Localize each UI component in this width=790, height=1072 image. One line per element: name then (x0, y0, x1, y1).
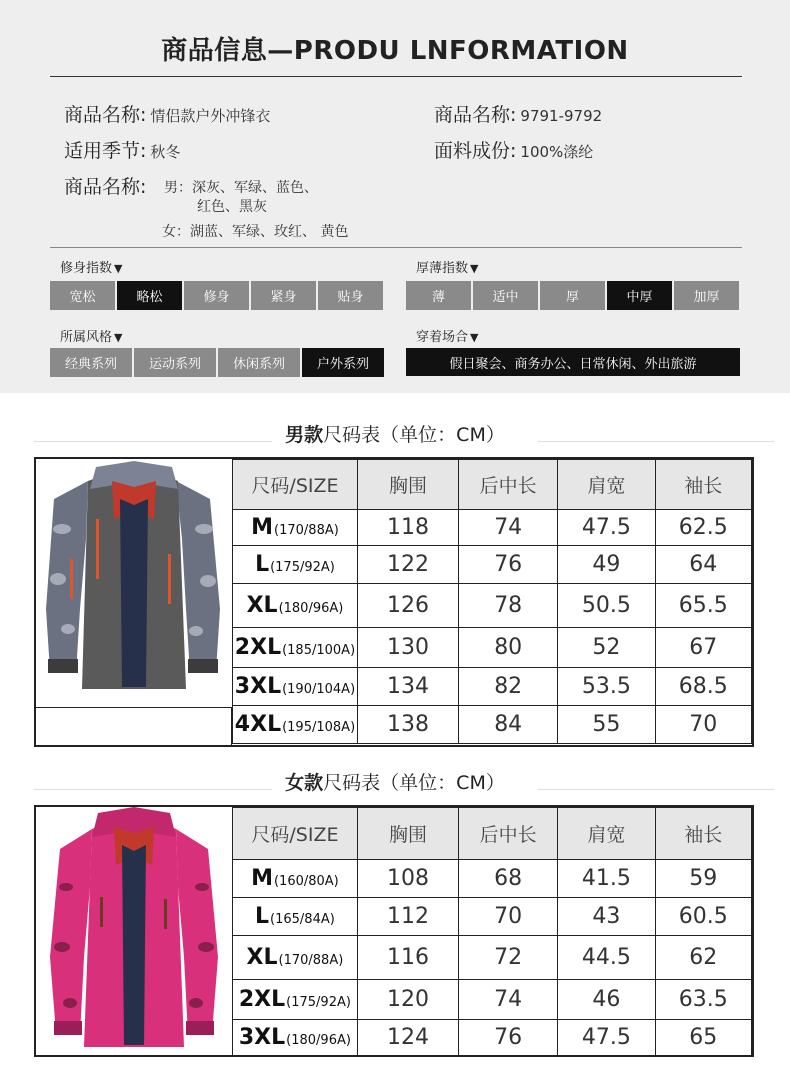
back-length-cell: 72 (459, 936, 558, 980)
back-length-cell: 84 (459, 706, 558, 744)
sleeve-cell: 64 (655, 546, 751, 584)
chest-cell: 120 (357, 980, 458, 1020)
style-options (50, 348, 386, 377)
size-spec: (180/96A) (286, 1033, 351, 1048)
sleeve-cell: 60.5 (655, 898, 751, 936)
chest-cell: 122 (357, 546, 458, 584)
title-divider (50, 76, 742, 77)
fit-index-label: 修身指数 (60, 261, 113, 276)
header-back-length: 后中长 (459, 808, 558, 860)
fabric-label: 面料成份: (434, 140, 517, 162)
size-cell (233, 980, 358, 1020)
chest-cell: 118 (357, 510, 458, 546)
header-shoulder: 肩宽 (558, 808, 655, 860)
product-info-panel (0, 0, 790, 393)
shoulder-cell: 53.5 (558, 668, 655, 706)
chest-cell: 138 (357, 706, 458, 744)
sleeve-cell: 67 (655, 628, 751, 668)
thickness-option-medium[interactable]: 适中 (473, 281, 538, 310)
size-cell (233, 936, 358, 980)
table-row (233, 980, 752, 1020)
men-title-rule-right (538, 441, 774, 442)
women-size-table (232, 807, 752, 1056)
men-colors-line-1: 男：深灰、军绿、蓝色、 (164, 180, 318, 196)
size-name: M (251, 866, 273, 891)
size-spec: (175/92A) (270, 560, 335, 575)
triangle-down-icon: ▼ (470, 262, 479, 275)
chest-cell: 126 (357, 584, 458, 628)
thickness-option-thin[interactable]: 薄 (406, 281, 471, 310)
header-sleeve: 袖长 (655, 460, 751, 510)
size-spec: (170/88A) (274, 523, 339, 538)
header-chest: 胸围 (357, 460, 458, 510)
size-spec: (190/104A) (282, 682, 356, 697)
thickness-options (406, 281, 741, 310)
size-name: 2XL (234, 635, 282, 660)
men-size-table (232, 459, 752, 744)
shoulder-cell: 55 (558, 706, 655, 744)
occasion-heading (416, 326, 478, 345)
size-name: XL (246, 593, 278, 618)
men-title-bold: 男款 (285, 424, 324, 446)
women-size-table-title (0, 768, 790, 795)
sleeve-cell: 68.5 (655, 668, 751, 706)
table-row (233, 546, 752, 584)
style-option-classic[interactable]: 经典系列 (50, 348, 132, 377)
size-cell (233, 546, 358, 584)
women-colors-line: 女：湖蓝、军绿、玫红、 黄色 (162, 224, 349, 240)
thickness-option-medium-thick[interactable]: 中厚 (607, 281, 672, 310)
fit-index-heading (60, 257, 122, 276)
back-length-cell: 68 (459, 860, 558, 898)
size-spec: (185/100A) (282, 643, 356, 658)
header-size: 尺码/SIZE (233, 808, 358, 860)
shoulder-cell: 44.5 (558, 936, 655, 980)
back-length-cell: 76 (459, 546, 558, 584)
table-row (233, 860, 752, 898)
sleeve-cell: 70 (655, 706, 751, 744)
header-sleeve: 袖长 (655, 808, 751, 860)
header-chest: 胸围 (357, 808, 458, 860)
women-title-rest: 尺码表（单位：CM） (323, 772, 505, 794)
sleeve-cell: 63.5 (655, 980, 751, 1020)
size-spec: (160/80A) (273, 874, 339, 889)
fit-option-fitted[interactable]: 贴身 (318, 281, 383, 310)
men-colors-line-2: 红色、黑灰 (197, 199, 267, 215)
women-title-rule-left (34, 789, 272, 790)
shoulder-cell: 52 (558, 628, 655, 668)
sleeve-cell: 62 (655, 936, 751, 980)
chest-cell: 134 (357, 668, 458, 706)
colors-label: 商品名称: (64, 176, 147, 198)
product-code-field (434, 100, 602, 127)
thickness-index-label: 厚薄指数 (416, 261, 469, 276)
men-jacket-image (36, 459, 232, 707)
size-cell (233, 510, 358, 546)
table-row (233, 706, 752, 744)
size-name: L (255, 904, 270, 929)
size-name: 2XL (238, 987, 286, 1012)
chest-cell: 108 (357, 860, 458, 898)
season-label: 适用季节: (64, 140, 147, 162)
table-row (233, 1020, 752, 1056)
size-spec: (165/84A) (270, 912, 335, 927)
table-row (233, 668, 752, 706)
sleeve-cell: 65 (655, 1020, 751, 1056)
shoulder-cell: 46 (558, 980, 655, 1020)
back-length-cell: 82 (459, 668, 558, 706)
women-header-row (233, 808, 752, 860)
men-title-rest: 尺码表（单位：CM） (323, 424, 505, 446)
thickness-index-heading (416, 257, 478, 276)
men-size-table-title (0, 420, 790, 447)
season-field (64, 136, 180, 163)
shoulder-cell: 43 (558, 898, 655, 936)
fit-option-tight[interactable]: 紧身 (251, 281, 316, 310)
sleeve-cell: 59 (655, 860, 751, 898)
fit-options (50, 281, 385, 310)
back-length-cell: 74 (459, 510, 558, 546)
header-size: 尺码/SIZE (233, 460, 358, 510)
size-name: L (255, 552, 270, 577)
back-length-cell: 80 (459, 628, 558, 668)
table-row (233, 628, 752, 668)
triangle-down-icon: ▼ (114, 262, 123, 275)
thickness-option-thick[interactable]: 厚 (540, 281, 605, 310)
style-option-casual[interactable]: 休闲系列 (218, 348, 300, 377)
back-length-cell: 78 (459, 584, 558, 628)
shoulder-cell: 49 (558, 546, 655, 584)
shoulder-cell: 47.5 (558, 510, 655, 546)
shoulder-cell: 47.5 (558, 1020, 655, 1056)
back-length-cell: 74 (459, 980, 558, 1020)
women-jacket-image (36, 807, 232, 1055)
size-cell (233, 668, 358, 706)
size-cell (233, 584, 358, 628)
occasion-label: 穿着场合 (416, 330, 469, 345)
men-empty-cell (36, 707, 232, 745)
table-row (233, 936, 752, 980)
header-shoulder: 肩宽 (558, 460, 655, 510)
size-name: XL (246, 945, 278, 970)
style-option-outdoor[interactable]: 户外系列 (302, 348, 384, 377)
thickness-option-extra-thick[interactable]: 加厚 (674, 281, 739, 310)
women-jacket-icon (36, 807, 232, 1055)
fit-option-slightly-loose[interactable]: 略松 (117, 281, 182, 310)
product-name-field (64, 100, 270, 127)
page-title: 商品信息—PRODU LNFORMATION (161, 36, 629, 66)
sleeve-cell: 62.5 (655, 510, 751, 546)
size-name: 4XL (234, 712, 282, 737)
size-spec: (195/108A) (282, 720, 356, 735)
triangle-down-icon: ▼ (470, 331, 479, 344)
men-title-rule-left (34, 441, 272, 442)
women-size-table-box (34, 805, 754, 1057)
sleeve-cell: 65.5 (655, 584, 751, 628)
table-row (233, 510, 752, 546)
men-size-table-box (34, 457, 754, 747)
size-cell (233, 706, 358, 744)
occasion-value: 假日聚会、商务办公、日常休闲、外出旅游 (406, 348, 740, 376)
season-value: 秋冬 (150, 143, 181, 161)
chest-cell: 124 (357, 1020, 458, 1056)
triangle-down-icon: ▼ (114, 331, 123, 344)
style-heading (60, 326, 122, 345)
fabric-field (434, 136, 593, 163)
back-length-cell: 76 (459, 1020, 558, 1056)
size-name: M (251, 515, 274, 540)
shoulder-cell: 41.5 (558, 860, 655, 898)
size-spec: (170/88A) (278, 953, 344, 968)
product-name-label: 商品名称: (64, 104, 147, 126)
style-label: 所属风格 (60, 330, 113, 345)
shoulder-cell: 50.5 (558, 584, 655, 628)
chest-cell: 116 (357, 936, 458, 980)
men-header-row (233, 460, 752, 510)
back-length-cell: 70 (459, 898, 558, 936)
size-cell (233, 860, 358, 898)
size-spec: (175/92A) (286, 995, 351, 1010)
size-cell (233, 898, 358, 936)
product-code-label: 商品名称: (434, 104, 517, 126)
women-title-bold: 女款 (285, 772, 324, 794)
product-code-value: 9791-9792 (520, 107, 603, 125)
fabric-value: 100%涤纶 (520, 143, 594, 161)
style-option-sport[interactable]: 运动系列 (134, 348, 216, 377)
colors-field (64, 172, 146, 199)
panel-divider (50, 247, 742, 248)
size-cell (233, 1020, 358, 1056)
fit-option-slim[interactable]: 修身 (184, 281, 249, 310)
table-row (233, 584, 752, 628)
table-row (233, 898, 752, 936)
size-name: 3XL (234, 674, 282, 699)
header-back-length: 后中长 (459, 460, 558, 510)
size-name: 3XL (238, 1025, 286, 1050)
chest-cell: 112 (357, 898, 458, 936)
product-name-value: 情侣款户外冲锋衣 (150, 107, 271, 125)
women-title-rule-right (538, 789, 774, 790)
fit-option-loose[interactable]: 宽松 (50, 281, 115, 310)
size-cell (233, 628, 358, 668)
size-spec: (180/96A) (278, 601, 344, 616)
men-jacket-icon (36, 459, 232, 707)
chest-cell: 130 (357, 628, 458, 668)
